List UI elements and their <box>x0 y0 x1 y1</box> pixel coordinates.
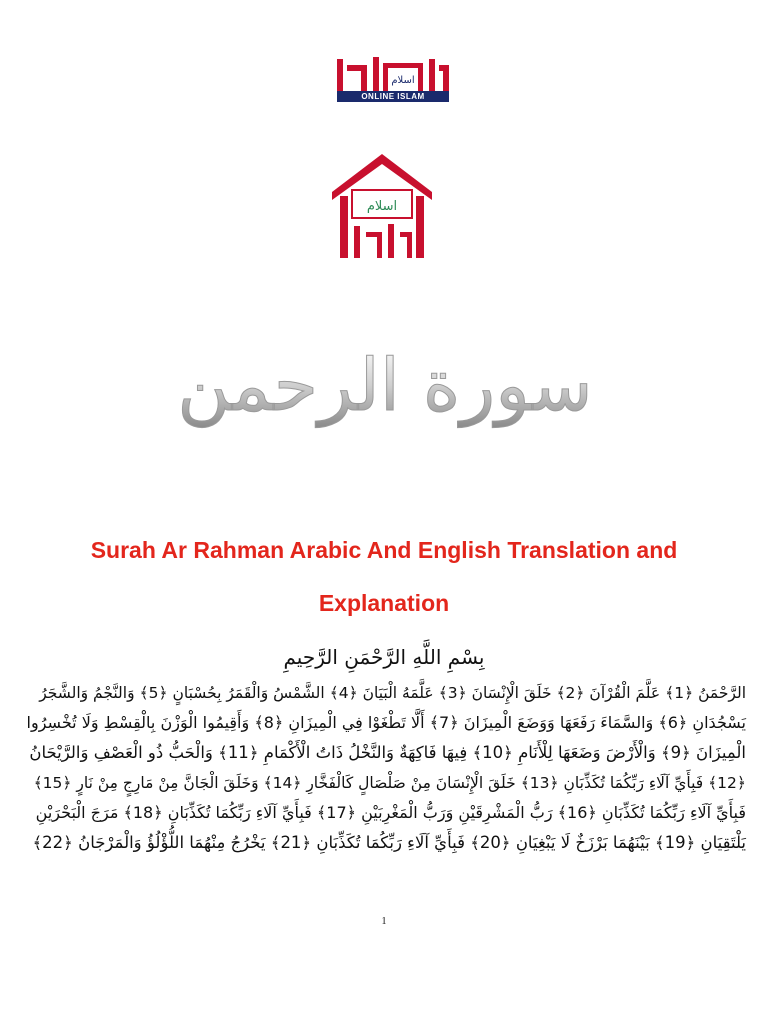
page-title-line-2: Explanation <box>318 590 450 616</box>
house-logo-icon <box>330 152 434 262</box>
verse-line: يَسْجُدَانِ ﴿6﴾ وَالسَّمَاءَ رَفَعَهَا وَوَضَعَ الْمِيزَانَ ﴿7﴾ أَلَّا تَطْغَوْا فِي الْمِيزَانِ ﴿8﴾ وَأَقِيمُوا الْوَزْنَ بِالْقِسْطِ وَلَا تُخْسِرُوا <box>26 713 746 732</box>
verses-block <box>22 678 746 858</box>
bismillah: بِسْمِ اللَّهِ الرَّحْمَنِ الرَّحِيمِ <box>283 645 485 669</box>
page-number: 1 <box>381 916 387 927</box>
verse-line: الرَّحْمَنُ ﴿1﴾ عَلَّمَ الْقُرْآنَ ﴿2﴾ خَلَقَ الْإِنْسَانَ ﴿3﴾ عَلَّمَهُ الْبَيَانَ ﴿4﴾ الشَّمْسُ وَالْقَمَرُ بِحُسْبَانٍ ﴿5﴾ وَالنَّجْمُ وَالشَّجَرُ <box>39 684 746 702</box>
page-title-line-1: Surah Ar Rahman Arabic And English Translation and <box>90 537 678 563</box>
surah-calligraphy-icon <box>177 315 593 455</box>
online-islam-logo <box>333 53 453 103</box>
verse-line: ﴿12﴾ فَبِأَيِّ آلَاءِ رَبِّكُمَا تُكَذِّبَانِ ﴿13﴾ خَلَقَ الْإِنْسَانَ مِنْ صَلْصَالٍ كَالْفَخَّارِ ﴿14﴾ وَخَلَقَ الْجَانَّ مِنْ مَارِجٍ مِنْ نَارٍ ﴿15﴾ <box>33 774 746 792</box>
house-logo-arabic: اسلام <box>366 199 398 214</box>
logo-top-banner: ONLINE ISLAM <box>337 91 449 102</box>
logo-top-arabic: اسلام <box>391 75 415 86</box>
verse-line: الْمِيزَانَ ﴿9﴾ وَالْأَرْضَ وَضَعَهَا لِلْأَنَامِ ﴿10﴾ فِيهَا فَاكِهَةٌ وَالنَّخْلُ ذَاتُ الْأَكْمَامِ ﴿11﴾ وَالْحَبُّ ذُو الْعَصْفِ وَالرَّيْحَانُ <box>29 743 746 762</box>
verse-line: فَبِأَيِّ آلَاءِ رَبِّكُمَا تُكَذِّبَانِ ﴿16﴾ رَبُّ الْمَشْرِقَيْنِ وَرَبُّ الْمَغْرِبَيْنِ ﴿17﴾ فَبِأَيِّ آلَاءِ رَبِّكُمَا تُكَذِّبَانِ ﴿18﴾ مَرَجَ الْبَحْرَيْنِ <box>35 803 746 822</box>
online-islam-logo-glyph-icon <box>333 53 453 91</box>
verse-line: يَلْتَقِيَانِ ﴿19﴾ بَيْنَهُمَا بَرْزَخٌ لَا يَبْغِيَانِ ﴿20﴾ فَبِأَيِّ آلَاءِ رَبِّكُمَا تُكَذِّبَانِ ﴿21﴾ يَخْرُجُ مِنْهُمَا اللُّؤْلُؤُ وَالْمَرْجَانُ ﴿22﴾ <box>32 833 746 852</box>
calligraphy-text: سورة الرحمن <box>177 343 593 427</box>
